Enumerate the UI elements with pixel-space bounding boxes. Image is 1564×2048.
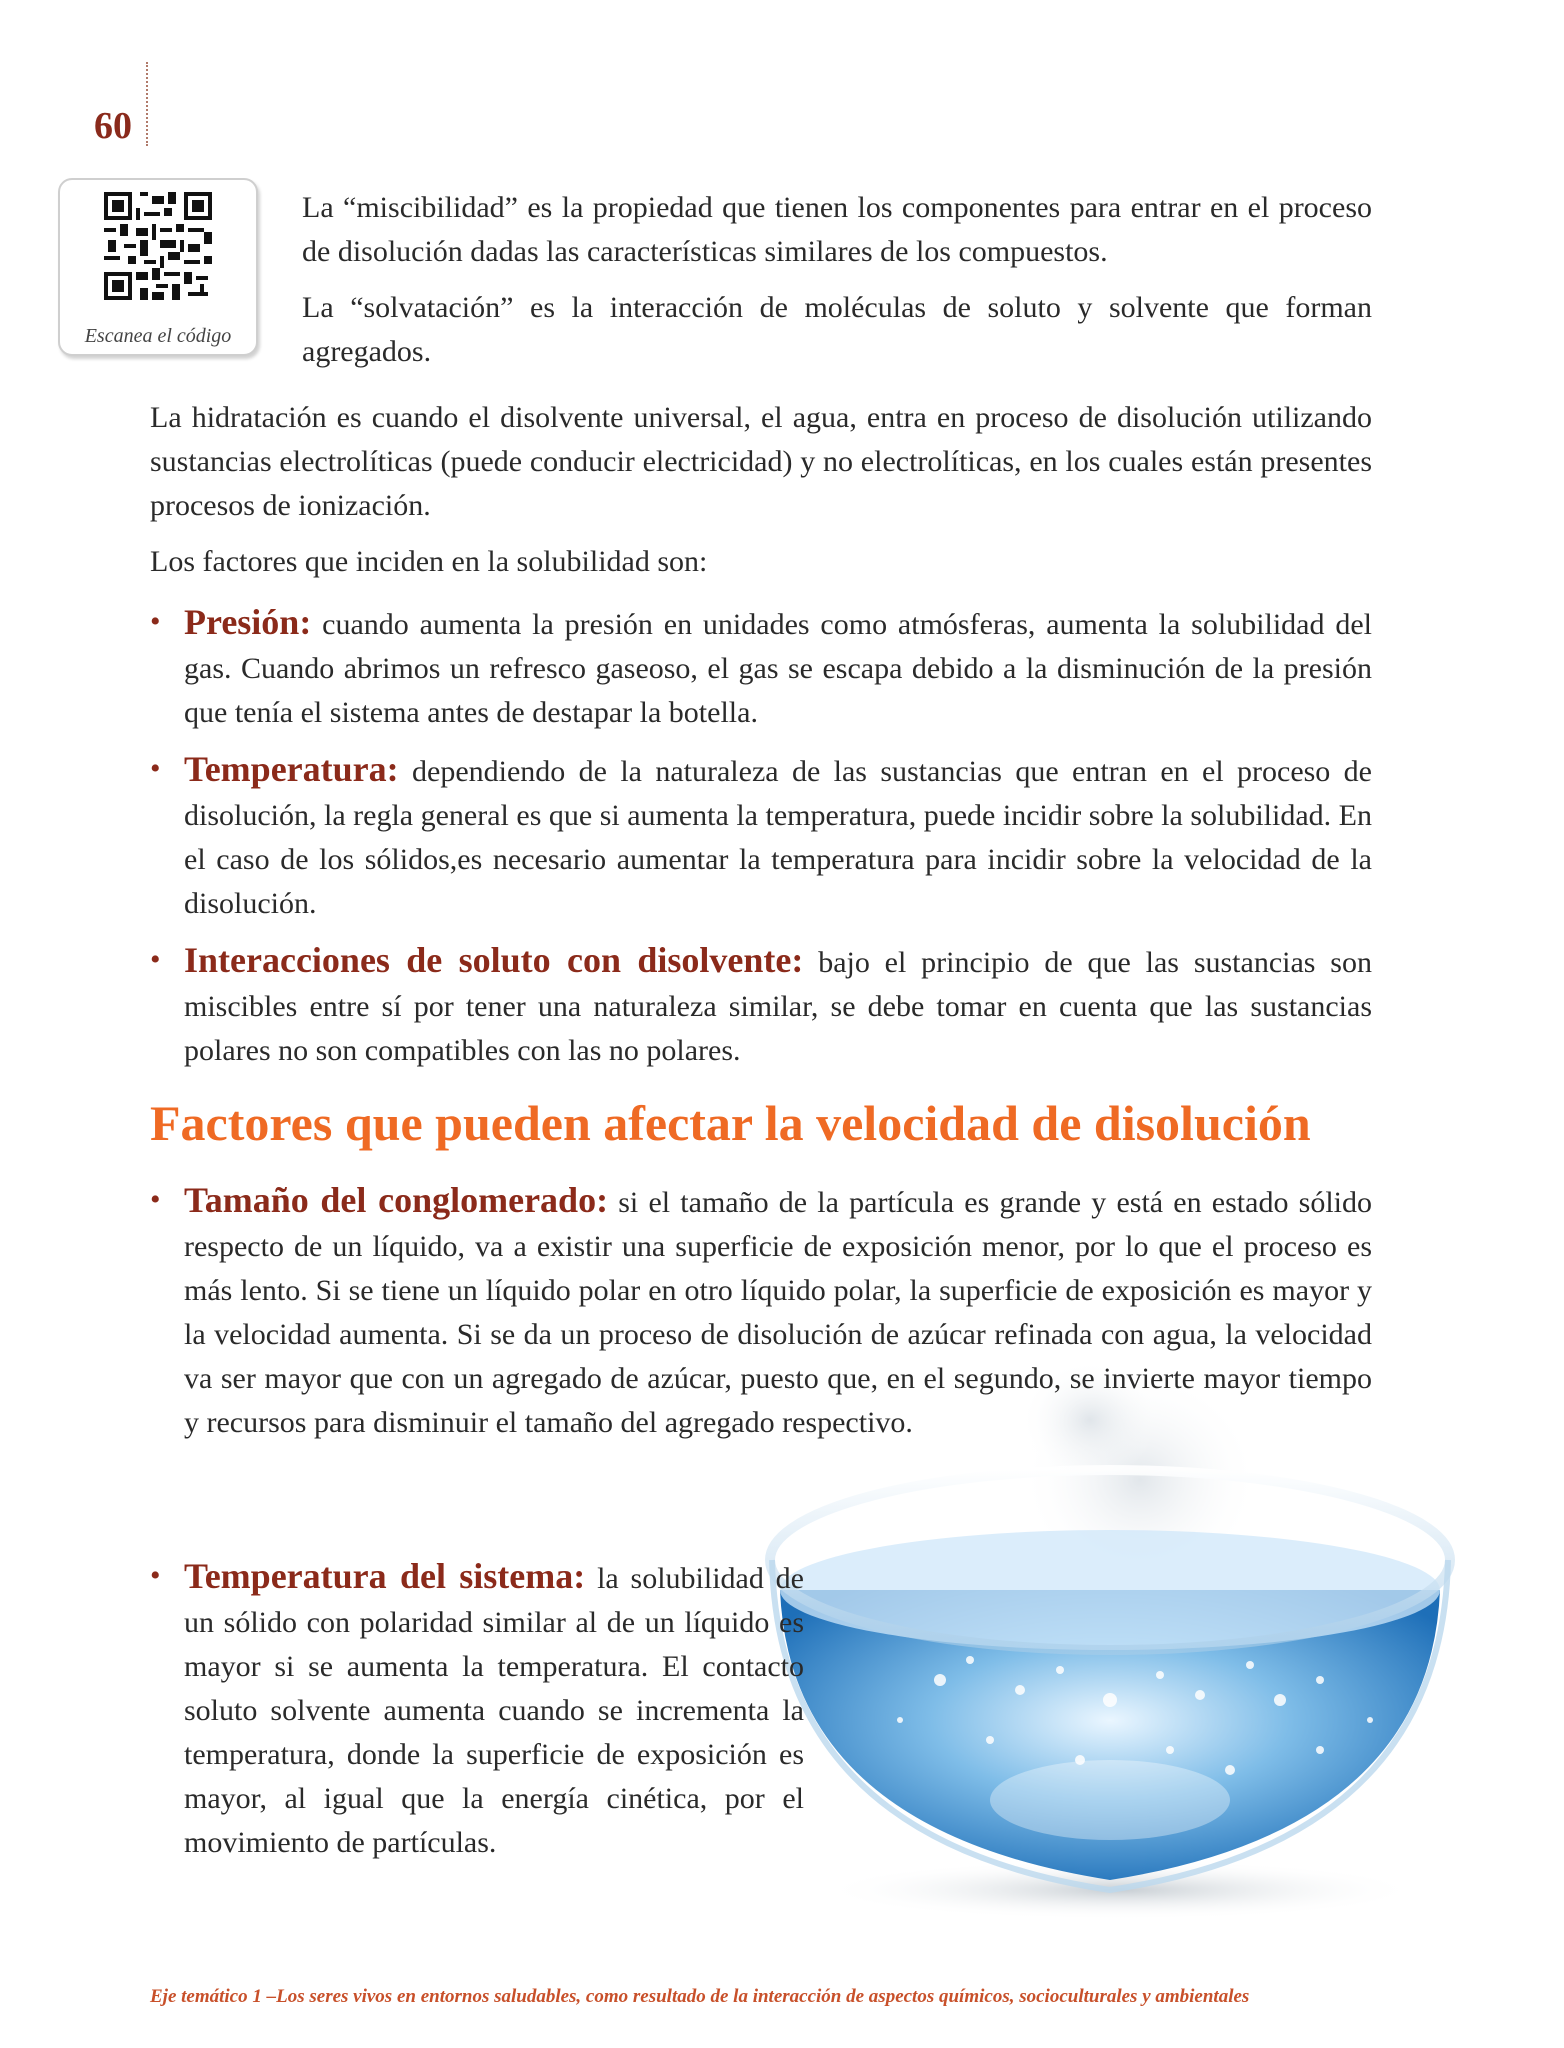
list-item-pressure	[150, 600, 1372, 735]
text-system-temperature: la solubilidad de un sólido con polaridad similar al de un líquido es mayor si se aumenta la temperatura. El contacto soluto solvente aumenta cuando se incrementa la temperatura, donde la superficie de exposición es mayor, al igual que la energía cinética, por el movimiento de partículas.	[184, 1562, 805, 1859]
dissolution-rate-list	[150, 1178, 1372, 1445]
factors-intro-paragraph: Los factores que inciden en la solubilidad son:	[150, 545, 708, 578]
qr-code-card[interactable]	[58, 178, 258, 356]
bullet: •	[150, 1559, 161, 1592]
term-pressure: Presión:	[184, 602, 312, 642]
section-heading: Factores que pueden afectar la velocidad de disolución	[150, 1095, 1311, 1151]
dissolution-rate-list-continued	[150, 1554, 805, 1865]
term-conglomerate-size: Tamaño del conglomerado:	[184, 1180, 609, 1220]
hydration-paragraph: La hidratación es cuando el disolvente universal, el agua, entra en proceso de disolución utilizando sustancias electrolíticas (puede conducir electricidad) y no electrolíticas, en los cuales están presentes procesos de ionización.	[150, 401, 1372, 522]
bullet: •	[150, 1183, 161, 1216]
term-interactions: Interacciones de soluto con disolvente:	[184, 940, 804, 980]
list-item-conglomerate-size	[150, 1178, 1372, 1445]
text-conglomerate-size: si el tamaño de la partícula es grande y está en estado sólido respecto de un líquido, va a existir una superficie de exposición menor, por lo que el proceso es más lento. Si se tiene un líquido polar en otro líquido polar, la superficie de exposición es mayor y la velocidad aumenta. Si se da un proceso de disolución de azúcar refinada con agua, la velocidad va ser mayor que con un agregado de azúcar, puesto que, en el segundo, se invierte mayor tiempo y recursos para disminuir el tamaño del agregado respectivo.	[184, 1186, 1372, 1439]
miscibility-paragraph: La “miscibilidad” es la propiedad que tienen los componentes para entrar en el proceso de disolución dadas las características similares de los compuestos.	[302, 191, 1372, 268]
text-pressure: cuando aumenta la presión en unidades como atmósferas, aumenta la solubilidad del gas. Cuando abrimos un refresco gaseoso, el gas se escapa debido a la disminución de la presión que tenía el sistema antes de destapar la botella.	[184, 608, 1372, 729]
list-item-system-temperature	[150, 1554, 805, 1865]
list-item-temperature	[150, 747, 1372, 926]
page-number: 60	[94, 105, 132, 147]
intro-body	[150, 396, 1372, 584]
text-interactions: bajo el principio de que las sustancias son miscibles entre sí por tener una naturaleza similar, se debe tomar en cuenta que las sustancias polares no son compatibles con las no polares.	[184, 946, 1372, 1067]
term-temperature: Temperatura:	[184, 749, 399, 789]
intro-definitions	[302, 186, 1372, 374]
qr-caption: Escanea el código	[84, 325, 232, 347]
page-number-rule	[146, 62, 148, 146]
footer-caption: Eje temático 1 –Los seres vivos en entornos saludables, como resultado de la interacción de aspectos químicos, socioculturales y ambientales	[150, 1986, 1250, 2007]
bullet: •	[150, 752, 161, 785]
solvation-paragraph: La “solvatación” es la interacción de moléculas de soluto y solvente que forman agregados.	[302, 291, 1372, 368]
bullet: •	[150, 943, 161, 976]
bullet: •	[150, 605, 161, 638]
solubility-factors-list	[150, 600, 1372, 1073]
term-system-temperature: Temperatura del sistema:	[184, 1556, 586, 1596]
list-item-interactions	[150, 938, 1372, 1073]
qr-code-icon	[104, 192, 212, 300]
text-temperature: dependiendo de la naturaleza de las sustancias que entran en el proceso de disolución, la regla general es que si aumenta la temperatura, puede incidir sobre la solubilidad. En el caso de los sólidos,es necesario aumentar la temperatura para incidir sobre la velocidad de la disolución.	[184, 755, 1372, 920]
